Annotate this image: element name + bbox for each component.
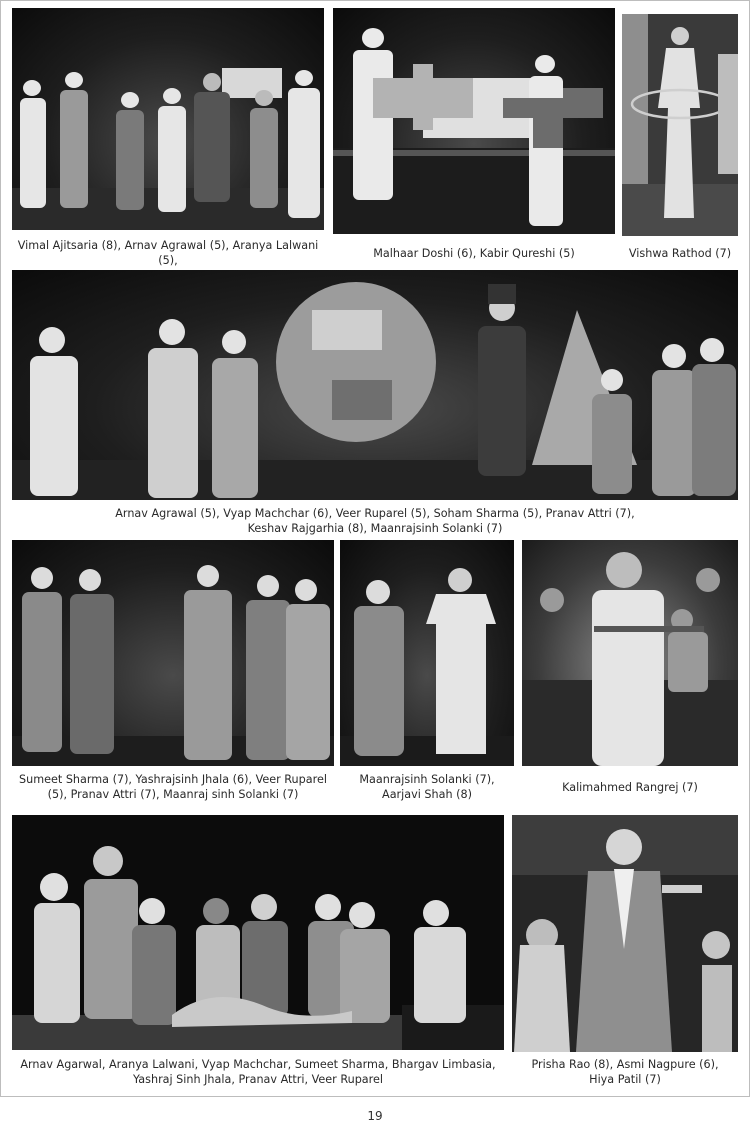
photo-play-scene-2 bbox=[333, 8, 615, 234]
caption-line: Malhaar Doshi (6), Kabir Qureshi (5) bbox=[373, 247, 575, 260]
caption-photo-3 bbox=[622, 246, 738, 261]
caption-line: Hiya Patil (7) bbox=[589, 1073, 661, 1086]
caption-line: Sumeet Sharma (7), Yashrajsinh Jhala (6), Veer Ruparel bbox=[19, 773, 327, 786]
caption-line: Vishwa Rathod (7) bbox=[628, 247, 732, 260]
caption-line: Arnav Agarwal, Aranya Lalwani, Vyap Machchar, Sumeet Sharma, Bhargav Limbasia, bbox=[20, 1058, 496, 1071]
caption-line: Yashraj Sinh Jhala, Pranav Attri, Veer Ruparel bbox=[133, 1073, 383, 1086]
photo-play-scene-3 bbox=[622, 14, 738, 236]
caption-line: Arnav Agrawal (5), Vyap Machchar (6), Veer Ruparel (5), Soham Sharma (5), Pranav Attri (7), bbox=[115, 507, 635, 520]
photo-play-scene-6 bbox=[340, 540, 514, 766]
photo-play-scene-8 bbox=[12, 815, 504, 1050]
caption-line: Keshav Rajgarhia (8), Maanrajsinh Solanki (7) bbox=[247, 522, 503, 535]
photo-play-scene-5 bbox=[12, 540, 334, 766]
photo-play-scene-7 bbox=[522, 540, 738, 766]
caption-photo-4 bbox=[12, 506, 738, 536]
caption-photo-2 bbox=[333, 246, 615, 261]
caption-line: Aarjavi Shah (8) bbox=[382, 788, 472, 801]
caption-photo-6 bbox=[340, 772, 514, 802]
caption-photo-9 bbox=[512, 1057, 738, 1087]
caption-photo-5 bbox=[12, 772, 334, 802]
caption-photo-7 bbox=[522, 780, 738, 795]
caption-line: (5), Pranav Attri (7), Maanraj sinh Solanki (7) bbox=[47, 788, 299, 801]
caption-line: Kalimahmed Rangrej (7) bbox=[562, 781, 698, 794]
caption-line: Prisha Rao (8), Asmi Nagpure (6), bbox=[531, 1058, 719, 1071]
photo-play-scene-1 bbox=[12, 8, 324, 230]
photo-play-scene-9 bbox=[512, 815, 738, 1052]
caption-line: Vimal Ajitsaria (8), Arnav Agrawal (5), Aranya Lalwani (5), bbox=[17, 239, 319, 267]
caption-photo-8 bbox=[12, 1057, 504, 1087]
photo-play-scene-4 bbox=[12, 270, 738, 500]
caption-line: Maanrajsinh Solanki (7), bbox=[359, 773, 495, 786]
page-number: 19 bbox=[367, 1109, 383, 1122]
